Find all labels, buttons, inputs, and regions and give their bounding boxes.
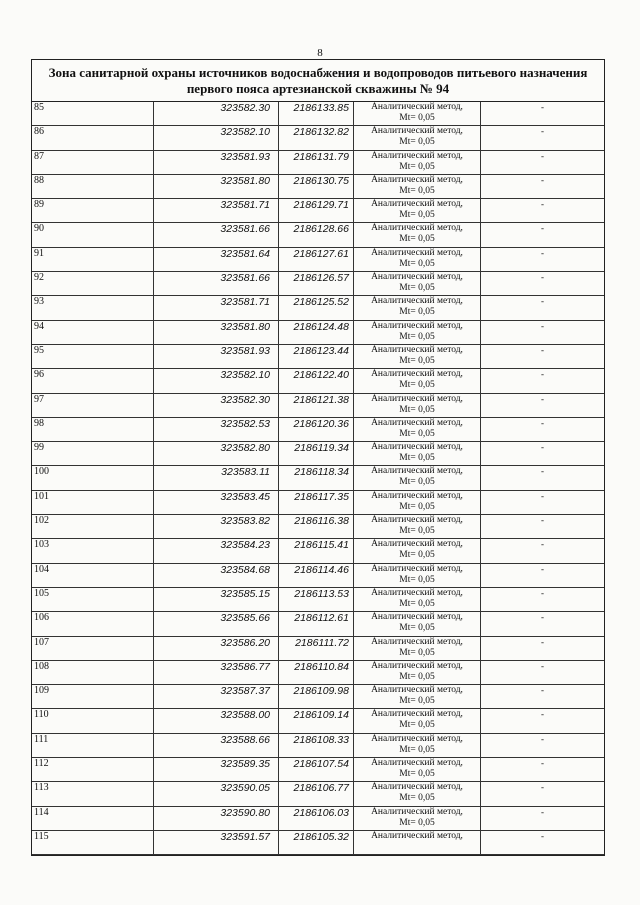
y-coordinate-cell: 2186108.33 [279,733,354,757]
point-number-cell: 112 [32,758,154,782]
x-coordinate-cell: 323590.80 [154,806,279,830]
x-coordinate-cell: 323587.37 [154,685,279,709]
point-number-cell: 106 [32,612,154,636]
extra-cell: - [481,830,605,854]
point-number-cell: 100 [32,466,154,490]
extra-cell: - [481,126,605,150]
method-label: Аналитический метод, [371,344,463,355]
accuracy-label: Mt= 0,05 [399,307,435,318]
table-row [32,247,604,271]
accuracy-label: Mt= 0,05 [399,355,435,366]
y-coordinate-cell: 2186114.46 [279,563,354,587]
method-cell [354,102,481,126]
extra-cell: - [481,806,605,830]
extra-cell: - [481,247,605,271]
y-coordinate-cell: 2186116.38 [279,515,354,539]
y-coordinate-cell: 2186123.44 [279,344,354,368]
accuracy-label: Mt= 0,05 [399,769,435,780]
method-cell [354,587,481,611]
x-coordinate-cell: 323582.30 [154,393,279,417]
table-row [32,272,604,296]
method-label: Аналитический метод, [371,369,463,380]
method-cell [354,830,481,854]
accuracy-label: Mt= 0,05 [399,501,435,512]
method-cell [354,685,481,709]
table-body [32,102,604,855]
table-row [32,612,604,636]
table-row [32,174,604,198]
extra-cell: - [481,758,605,782]
method-label: Аналитический метод, [371,636,463,647]
accuracy-label: Mt= 0,05 [399,234,435,245]
method-label: Аналитический метод, [371,758,463,769]
accuracy-label: Mt= 0,05 [399,550,435,561]
method-cell [354,806,481,830]
extra-cell: - [481,733,605,757]
x-coordinate-cell: 323582.10 [154,126,279,150]
point-number-cell: 114 [32,806,154,830]
x-coordinate-cell: 323584.23 [154,539,279,563]
method-cell [354,369,481,393]
y-coordinate-cell: 2186122.40 [279,369,354,393]
method-cell [354,199,481,223]
x-coordinate-cell: 323582.80 [154,442,279,466]
method-label: Аналитический метод, [371,150,463,161]
x-coordinate-cell: 323581.80 [154,320,279,344]
y-coordinate-cell: 2186113.53 [279,587,354,611]
y-coordinate-cell: 2186106.77 [279,782,354,806]
method-label: Аналитический метод, [371,199,463,210]
extra-cell: - [481,587,605,611]
method-cell [354,612,481,636]
x-coordinate-cell: 323590.05 [154,782,279,806]
point-number-cell: 105 [32,587,154,611]
method-label: Аналитический метод, [371,830,463,841]
y-coordinate-cell: 2186126.57 [279,272,354,296]
y-coordinate-cell: 2186111.72 [279,636,354,660]
point-number-cell: 99 [32,442,154,466]
table-row [32,806,604,830]
accuracy-label: Mt= 0,05 [399,161,435,172]
method-cell [354,563,481,587]
extra-cell: - [481,272,605,296]
y-coordinate-cell: 2186131.79 [279,150,354,174]
y-coordinate-cell: 2186107.54 [279,758,354,782]
table-row [32,296,604,320]
method-label: Аналитический метод, [371,685,463,696]
table-row [32,782,604,806]
y-coordinate-cell: 2186118.34 [279,466,354,490]
accuracy-label: Mt= 0,05 [399,283,435,294]
y-coordinate-cell: 2186119.34 [279,442,354,466]
accuracy-label: Mt= 0,05 [399,574,435,585]
y-coordinate-cell: 2186112.61 [279,612,354,636]
table-row [32,126,604,150]
x-coordinate-cell: 323585.66 [154,612,279,636]
point-number-cell: 91 [32,247,154,271]
accuracy-label: Mt= 0,05 [399,210,435,221]
table-row [32,830,604,854]
y-coordinate-cell: 2186127.61 [279,247,354,271]
method-label: Аналитический метод, [371,442,463,453]
method-label: Аналитический метод, [371,709,463,720]
table-row [32,515,604,539]
y-coordinate-cell: 2186130.75 [279,174,354,198]
table-row [32,102,604,126]
extra-cell: - [481,515,605,539]
point-number-cell: 115 [32,830,154,854]
method-label: Аналитический метод, [371,126,463,137]
table-row [32,660,604,684]
method-cell [354,417,481,441]
method-cell [354,515,481,539]
method-label: Аналитический метод, [371,612,463,623]
y-coordinate-cell: 2186120.36 [279,417,354,441]
y-coordinate-cell: 2186110.84 [279,660,354,684]
table-row [32,417,604,441]
y-coordinate-cell: 2186132.82 [279,126,354,150]
point-number-cell: 87 [32,150,154,174]
method-label: Аналитический метод, [371,490,463,501]
extra-cell: - [481,393,605,417]
page-number: 8 [317,47,323,59]
y-coordinate-cell: 2186115.41 [279,539,354,563]
method-label: Аналитический метод, [371,393,463,404]
extra-cell: - [481,296,605,320]
method-cell [354,272,481,296]
x-coordinate-cell: 323591.57 [154,830,279,854]
x-coordinate-cell: 323581.66 [154,272,279,296]
point-number-cell: 89 [32,199,154,223]
x-coordinate-cell: 323581.93 [154,344,279,368]
method-cell [354,344,481,368]
y-coordinate-cell: 2186117.35 [279,490,354,514]
x-coordinate-cell: 323582.53 [154,417,279,441]
extra-cell: - [481,782,605,806]
x-coordinate-cell: 323582.30 [154,102,279,126]
method-cell [354,709,481,733]
extra-cell: - [481,223,605,247]
accuracy-label: Mt= 0,05 [399,428,435,439]
method-cell [354,636,481,660]
table-row [32,563,604,587]
accuracy-label: Mt= 0,05 [399,647,435,658]
extra-cell: - [481,150,605,174]
point-number-cell: 93 [32,296,154,320]
table-row [32,344,604,368]
y-coordinate-cell: 2186121.38 [279,393,354,417]
table-row [32,442,604,466]
point-number-cell: 104 [32,563,154,587]
y-coordinate-cell: 2186105.32 [279,830,354,854]
method-label: Аналитический метод, [371,223,463,234]
point-number-cell: 97 [32,393,154,417]
point-number-cell: 110 [32,709,154,733]
accuracy-label: Mt= 0,05 [399,744,435,755]
accuracy-label: Mt= 0,05 [399,720,435,731]
point-number-cell: 102 [32,515,154,539]
table-row [32,539,604,563]
method-label: Аналитический метод, [371,466,463,477]
table-row [32,223,604,247]
point-number-cell: 92 [32,272,154,296]
point-number-cell: 98 [32,417,154,441]
table-row [32,733,604,757]
accuracy-label: Mt= 0,05 [399,526,435,537]
method-label: Аналитический метод, [371,296,463,307]
method-cell [354,393,481,417]
y-coordinate-cell: 2186129.71 [279,199,354,223]
point-number-cell: 101 [32,490,154,514]
x-coordinate-cell: 323584.68 [154,563,279,587]
extra-cell: - [481,102,605,126]
table-row [32,709,604,733]
accuracy-label: Mt= 0,05 [399,453,435,464]
method-label: Аналитический метод, [371,587,463,598]
method-label: Аналитический метод, [371,320,463,331]
x-coordinate-cell: 323581.71 [154,296,279,320]
point-number-cell: 94 [32,320,154,344]
x-coordinate-cell: 323585.15 [154,587,279,611]
y-coordinate-cell: 2186125.52 [279,296,354,320]
method-label: Аналитический метод, [371,806,463,817]
method-cell [354,223,481,247]
extra-cell: - [481,442,605,466]
method-cell [354,320,481,344]
table-row [32,490,604,514]
table-header [32,60,604,102]
extra-cell: - [481,660,605,684]
table-row [32,466,604,490]
method-cell [354,490,481,514]
method-label: Аналитический метод, [371,272,463,283]
accuracy-label: Mt= 0,05 [399,793,435,804]
x-coordinate-cell: 323589.35 [154,758,279,782]
y-coordinate-cell: 2186133.85 [279,102,354,126]
method-cell [354,466,481,490]
accuracy-label: Mt= 0,05 [399,404,435,415]
accuracy-label: Mt= 0,05 [399,671,435,682]
extra-cell: - [481,466,605,490]
y-coordinate-cell: 2186124.48 [279,320,354,344]
point-number-cell: 108 [32,660,154,684]
table-row [32,199,604,223]
accuracy-label: Mt= 0,05 [399,258,435,269]
extra-cell: - [481,199,605,223]
accuracy-label: Mt= 0,05 [399,380,435,391]
method-label: Аналитический метод, [371,515,463,526]
extra-cell: - [481,612,605,636]
point-number-cell: 109 [32,685,154,709]
point-number-cell: 113 [32,782,154,806]
x-coordinate-cell: 323583.45 [154,490,279,514]
accuracy-label: Mt= 0,05 [399,185,435,196]
table-row [32,320,604,344]
point-number-cell: 86 [32,126,154,150]
extra-cell: - [481,636,605,660]
extra-cell: - [481,539,605,563]
extra-cell: - [481,685,605,709]
x-coordinate-cell: 323588.00 [154,709,279,733]
x-coordinate-cell: 323586.20 [154,636,279,660]
method-cell [354,660,481,684]
extra-cell: - [481,174,605,198]
x-coordinate-cell: 323581.93 [154,150,279,174]
point-number-cell: 88 [32,174,154,198]
point-number-cell: 103 [32,539,154,563]
table-row [32,393,604,417]
accuracy-label: Mt= 0,05 [399,623,435,634]
method-label: Аналитический метод, [371,563,463,574]
method-cell [354,758,481,782]
accuracy-label: Mt= 0,05 [399,598,435,609]
method-cell [354,442,481,466]
x-coordinate-cell: 323581.80 [154,174,279,198]
extra-cell: - [481,369,605,393]
point-number-cell: 111 [32,733,154,757]
table-row [32,636,604,660]
method-cell [354,296,481,320]
extra-cell: - [481,490,605,514]
accuracy-label: Mt= 0,05 [399,331,435,342]
table-row [32,587,604,611]
point-number-cell: 96 [32,369,154,393]
method-cell [354,150,481,174]
x-coordinate-cell: 323581.71 [154,199,279,223]
x-coordinate-cell: 323582.10 [154,369,279,393]
point-number-cell: 95 [32,344,154,368]
extra-cell: - [481,417,605,441]
table-row [32,758,604,782]
y-coordinate-cell: 2186109.98 [279,685,354,709]
method-label: Аналитический метод, [371,539,463,550]
y-coordinate-cell: 2186109.14 [279,709,354,733]
x-coordinate-cell: 323583.82 [154,515,279,539]
point-number-cell: 85 [32,102,154,126]
extra-cell: - [481,320,605,344]
table-row [32,685,604,709]
extra-cell: - [481,709,605,733]
x-coordinate-cell: 323581.64 [154,247,279,271]
header-line-1: Зона санитарной охраны источников водоснабжения и водопроводов питьевого назначения [48,65,588,80]
accuracy-label: Mt= 0,05 [399,113,435,123]
accuracy-label: Mt= 0,05 [399,137,435,148]
accuracy-label: Mt= 0,05 [399,477,435,488]
method-cell [354,126,481,150]
method-cell [354,539,481,563]
coordinates-table [32,102,604,855]
method-label: Аналитический метод, [371,660,463,671]
accuracy-label: Mt= 0,05 [399,696,435,707]
header-line-2: первого пояса артезианской скважины № 94 [186,81,450,96]
y-coordinate-cell: 2186106.03 [279,806,354,830]
x-coordinate-cell: 323586.77 [154,660,279,684]
table-row [32,369,604,393]
extra-cell: - [481,344,605,368]
point-number-cell: 107 [32,636,154,660]
y-coordinate-cell: 2186128.66 [279,223,354,247]
x-coordinate-cell: 323583.11 [154,466,279,490]
point-number-cell: 90 [32,223,154,247]
table-row [32,150,604,174]
accuracy-label: Mt= 0,05 [399,817,435,828]
method-cell [354,174,481,198]
coordinates-document [31,59,605,856]
extra-cell: - [481,563,605,587]
x-coordinate-cell: 323581.66 [154,223,279,247]
method-label: Аналитический метод, [371,102,463,112]
x-coordinate-cell: 323588.66 [154,733,279,757]
method-cell [354,247,481,271]
method-cell [354,782,481,806]
method-label: Аналитический метод, [371,417,463,428]
method-label: Аналитический метод, [371,174,463,185]
method-label: Аналитический метод, [371,247,463,258]
method-label: Аналитический метод, [371,733,463,744]
method-cell [354,733,481,757]
method-label: Аналитический метод, [371,782,463,793]
